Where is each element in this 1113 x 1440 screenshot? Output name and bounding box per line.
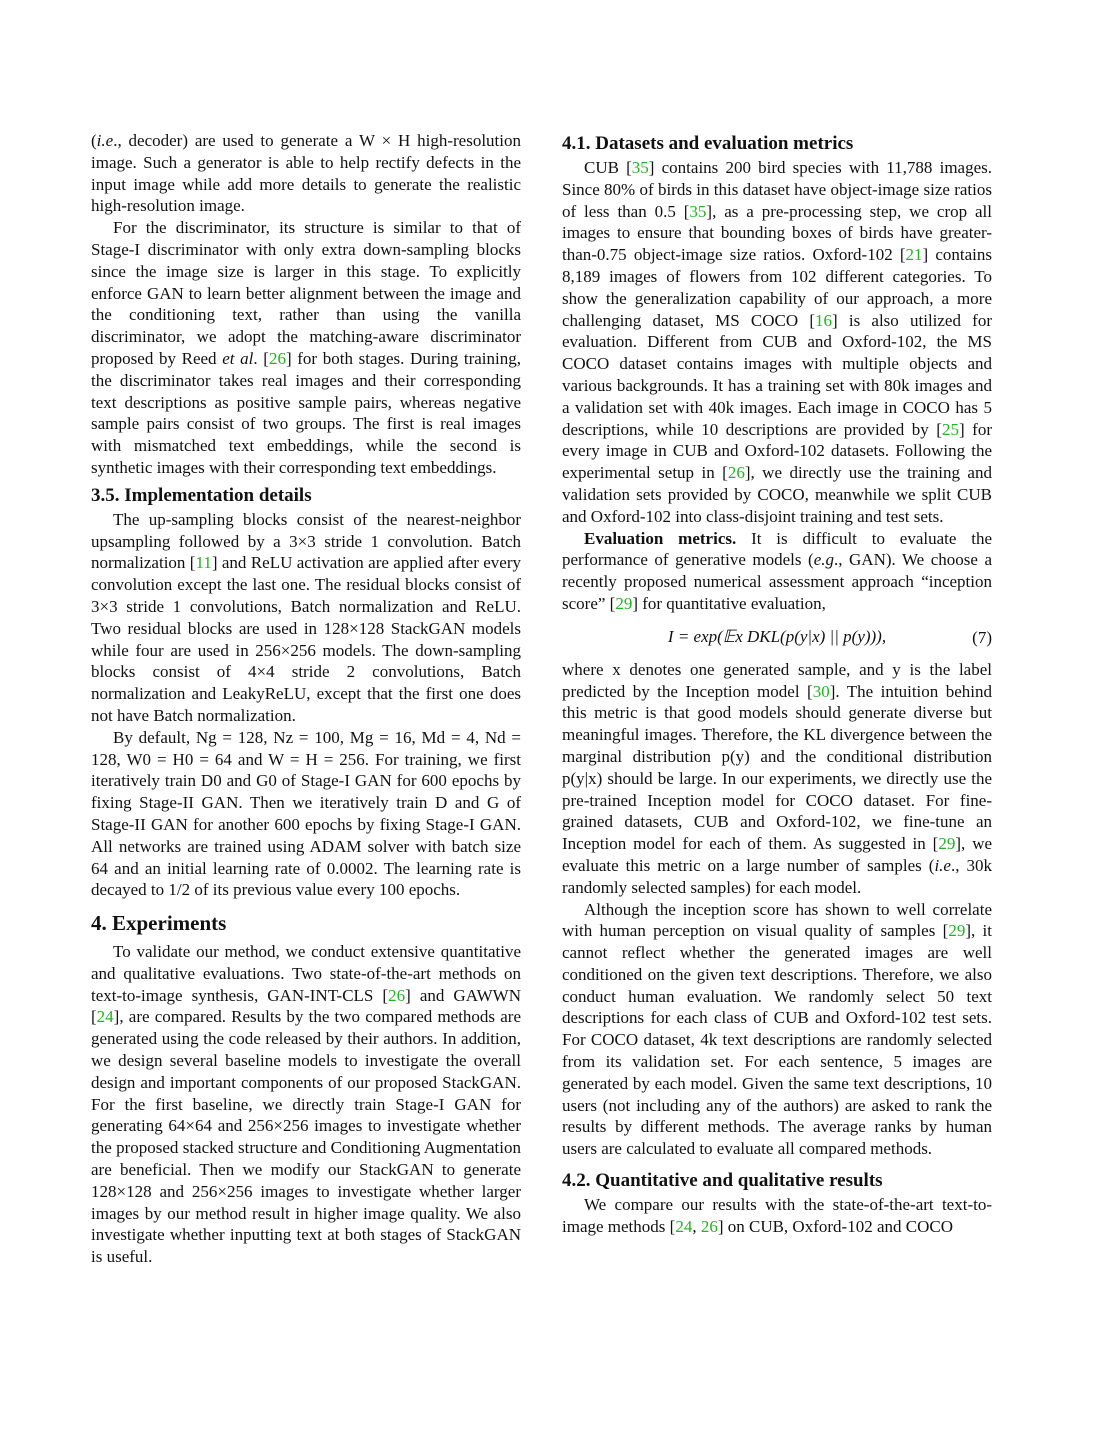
section-heading-4-1: 4.1. Datasets and evaluation metrics [562,133,854,154]
citation-link[interactable]: 16 [815,310,833,330]
equation-7 [562,615,992,659]
section-heading-4: 4. Experiments [91,911,227,936]
paragraph-datasets: CUB [35] contains 200 bird species with 11,788 images. Since 80% of birds in this dataset have object-image size ratios of less than 0.5 [35], as a pre-processing step, we crop all images to ensure that bounding boxes of birds have greater-than-0.75 object-image size ratios. Oxford-102 [21] contains 8,189 images of flowers from 102 different categories. To show the generalization capability of our approach, a more challenging dataset, MS COCO [16] is also utilized for evaluation. Different from CUB and Oxford-102, the MS COCO dataset contains images with multiple objects and various backgrounds. It has a training set with 80k images and a validation set with 40k images. Each image in COCO has 5 descriptions, while 10 descriptions are provided by [25] for every image in CUB and Oxford-102 datasets. Following the experimental setup in [26], we directly use the training and validation sets provided by COCO, meanwhile we split CUB and Oxford-102 into class-disjoint training and test sets. [562,158,992,526]
paragraph-quantitative: We compare our results with the state-of-the-art text-to-image methods [24, 26] on CUB, Oxford-102 and COCO [562,1195,992,1236]
paragraph-inception-score: where x denotes one generated sample, and y is the label predicted by the Inception model [30]. The intuition behind this metric is that good models should generate diverse but meaningful images. Therefore, the KL divergence between the marginal distribution p(y) and the conditional distribution p(y|x) should be large. In our experiments, we directly use the pre-trained Inception model for COCO dataset. For fine-grained datasets, CUB and Oxford-102, we fine-tune an Inception model for each of them. As suggested in [29], we evaluate this metric on a large number of samples (i.e., 30k randomly selected samples) for each model. [562,659,993,897]
citation-link[interactable]: 24 [96,1007,114,1027]
paragraph-human-evaluation: Although the inception score has shown to well correlate with human perception on visual quality of samples [29], it cannot reflect whether the generated images are well conditioned on the given text descriptions. Therefore, we also conduct human evaluation. We randomly select 50 text descriptions for each class of CUB and Oxford-102 test sets. For COCO dataset, 4k text descriptions are randomly selected from its validation set. For each sentence, 5 images are generated by each model. Given the same text descriptions, 10 users (not including any of the authors) are asked to rank the results by different methods. The average ranks by human users are calculated to evaluate all compared methods. [562,899,993,1159]
citation-link[interactable]: 26 [700,1216,718,1236]
paragraph-upsampling: The up-sampling blocks consist of the nearest-neighbor upsampling followed by a 3×3 stride 1 convolution. Batch normalization [11] and ReLU activation are applied after every convolution except the last one. The residual blocks consist of 3×3 stride 1 convolutions, Batch normalization and ReLU. Two residual blocks are used in 128×128 StackGAN models while four are used in 256×256 models. The down-sampling blocks consist of 4×4 stride 2 convolutions, Batch normalization and LeakyReLU, except that the first one does not have Batch normalization. [91,509,521,725]
paragraph-generator: (i.e., decoder) are used to generate a W × H high-resolution image. Such a generator is able to help rectify defects in the input image while add more details to generate the realistic high-resolution image. [91,131,521,216]
citation-link[interactable]: 26 [388,985,406,1005]
equation-body: I = exp(𝔼x DKL(p(y|x) || p(y))), [667,626,887,646]
citation-link[interactable]: 11 [195,553,212,573]
citation-link[interactable]: 26 [727,463,745,483]
citation-link[interactable]: 35 [689,201,707,221]
paragraph-defaults: By default, Ng = 128, Nz = 100, Mg = 16, Md = 4, Nd = 128, W0 = H0 = 64 and W = H = 256. For training, we first iteratively train D0 and G0 of Stage-I GAN for 600 epochs by fixing Stage-II GAN. Then we iteratively train D and G of Stage-II GAN for another 600 epochs by fixing Stage-I GAN. All networks are trained using ADAM solver with batch size 64 and an initial learning rate of 0.0002. The learning rate is decayed to 1/2 of its previous value every 100 epochs. [91,727,521,900]
citation-link[interactable]: 29 [938,834,956,854]
citation-link[interactable]: 35 [631,158,649,177]
left-column [91,130,521,1268]
citation-link[interactable]: 30 [812,681,830,701]
paragraph-experiments: To validate our method, we conduct extensive quantitative and qualitative evaluations. Two state-of-the-art methods on text-to-image synthesis, GAN-INT-CLS [26] and GAWWN [24], are compared. Results by the two compared methods are generated using the code released by their authors. In addition, we design several baseline models to investigate the overall design and important components of our proposed StackGAN. For the first baseline, we directly train Stage-I GAN for generating 64×64 and 256×256 images to investigate whether the proposed stacked structure and Conditioning Augmentation are beneficial. Then we modify our StackGAN to generate 128×128 and 256×256 images to investigate whether larger images by our method result in higher image quality. We also investigate whether inputting text at both stages of StackGAN is useful. [91,942,521,1267]
equation-number: (7) [972,627,992,647]
section-heading-4-2: 4.2. Quantitative and qualitative results [562,1170,883,1192]
right-column [562,132,992,1238]
citation-link[interactable]: 24 [675,1216,693,1236]
citation-link[interactable]: 25 [941,419,959,439]
citation-link[interactable]: 26 [268,348,286,368]
citation-link[interactable]: 21 [905,245,923,265]
paragraph-evaluation-metrics: Evaluation metrics. It is difficult to evaluate the performance of generative models (e.g., GAN). We choose a recently proposed numerical assessment approach “inception score” [29] for quantitative evaluation, [562,528,993,613]
section-heading-3-5: 3.5. Implementation details [91,484,312,506]
paragraph-discriminator: For the discriminator, its structure is similar to that of Stage-I discriminator with only extra down-sampling blocks since the image size is larger in this stage. To explicitly enforce GAN to learn better alignment between the image and the conditioning text, rather than using the vanilla discriminator, we adopt the matching-aware discriminator proposed by Reed et al. [26] for both stages. During training, the discriminator takes real images and their corresponding text descriptions as positive sample pairs, whereas negative sample pairs consist of two groups. The first is real images with mismatched text embeddings, while the second is synthetic images with their corresponding text embeddings. [91,218,522,477]
citation-link[interactable]: 29 [948,921,966,941]
citation-link[interactable]: 29 [615,593,633,613]
